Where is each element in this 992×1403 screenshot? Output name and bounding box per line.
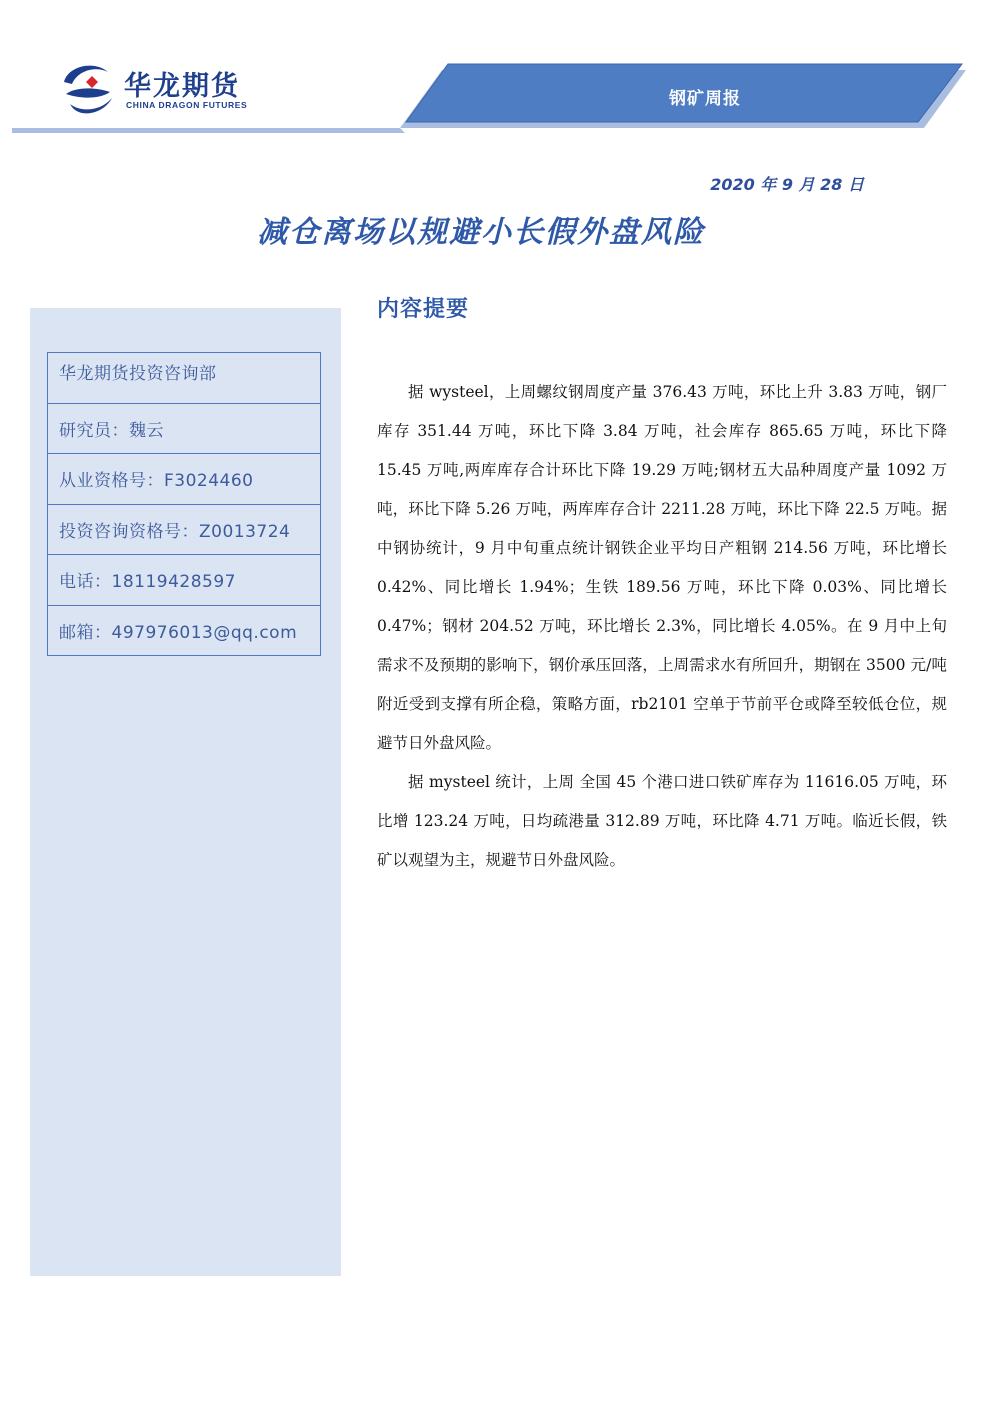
info-row-department bbox=[48, 353, 320, 404]
banner-shadow-stripe bbox=[12, 128, 405, 133]
researcher-text: 研究员：魏云 bbox=[59, 420, 164, 441]
summary-heading: 内容提要 bbox=[377, 297, 470, 322]
brand-name-cn: 华龙期货 bbox=[124, 71, 240, 102]
brand-name-en: CHINA DRAGON FUTURES bbox=[126, 100, 248, 110]
info-row-email bbox=[48, 606, 320, 657]
summary-paragraph-steel: 据 wysteel，上周螺纹钢周度产量 376.43 万吨，环比上升 3.83 万吨，钢厂库存 351.44 万吨，环比下降 3.84 万吨，社会库存 865.65 万吨，环比下降 15.45 万吨,两库库存合计环比下降 19.29 万吨;钢材五大品种周度产量 1092 万吨，环比下降 5.26 万吨，两库库存合计 2211.28 万吨，环比下降 22.5 万吨。据中钢协统计，9 月中旬重点统计钢铁企业平均日产粗钢 214.56 万吨，环比增长 0.42%、同比增长 1.94%；生铁 189.56 万吨，环比下降 0.03%、同比增长 0.47%；钢材 204.52 万吨，环比增长 2.3%，同比增长 4.05%。在 9 月中上旬需求不及预期的影响下，钢价承压回落，上周需求水有所回升，期钢在 3500 元/吨附近受到支撑有所企稳，策略方面，rb2101 空单于节前平仓或降至较低仓位，规避节日外盘风险。 bbox=[377, 383, 947, 752]
consulting-qualification-text: 投资咨询资格号：Z0013724 bbox=[59, 521, 291, 542]
info-row-researcher bbox=[48, 404, 320, 455]
department-text: 华龙期货投资咨询部 bbox=[59, 364, 217, 384]
email-text: 邮箱：497976013@qq.com bbox=[59, 622, 298, 643]
info-row-qualification bbox=[48, 454, 320, 505]
summary-paragraph-iron-ore: 据 mysteel 统计，上周 全国 45 个港口进口铁矿库存为 11616.05 万吨，环比增 123.24 万吨，日均疏港量 312.89 万吨，环比降 4.71 万吨。临近长假，铁矿以观望为主，规避节日外盘风险。 bbox=[377, 773, 947, 869]
author-info-table bbox=[47, 352, 321, 656]
info-row-consulting-qualification bbox=[48, 505, 320, 556]
report-date: 2020 年 9 月 28 日 bbox=[710, 175, 864, 194]
report-type-label: 钢矿周报 bbox=[669, 89, 741, 109]
info-row-phone bbox=[48, 555, 320, 606]
page-header bbox=[0, 0, 992, 140]
qualification-text: 从业资格号：F3024460 bbox=[59, 471, 254, 492]
author-sidebar bbox=[30, 308, 341, 1276]
summary-content bbox=[377, 373, 947, 880]
report-title: 减仓离场以规避小长假外盘风险 bbox=[257, 215, 705, 250]
company-logo bbox=[58, 58, 298, 122]
phone-text: 电话：18119428597 bbox=[59, 572, 236, 593]
dragon-logo-icon bbox=[58, 58, 118, 118]
